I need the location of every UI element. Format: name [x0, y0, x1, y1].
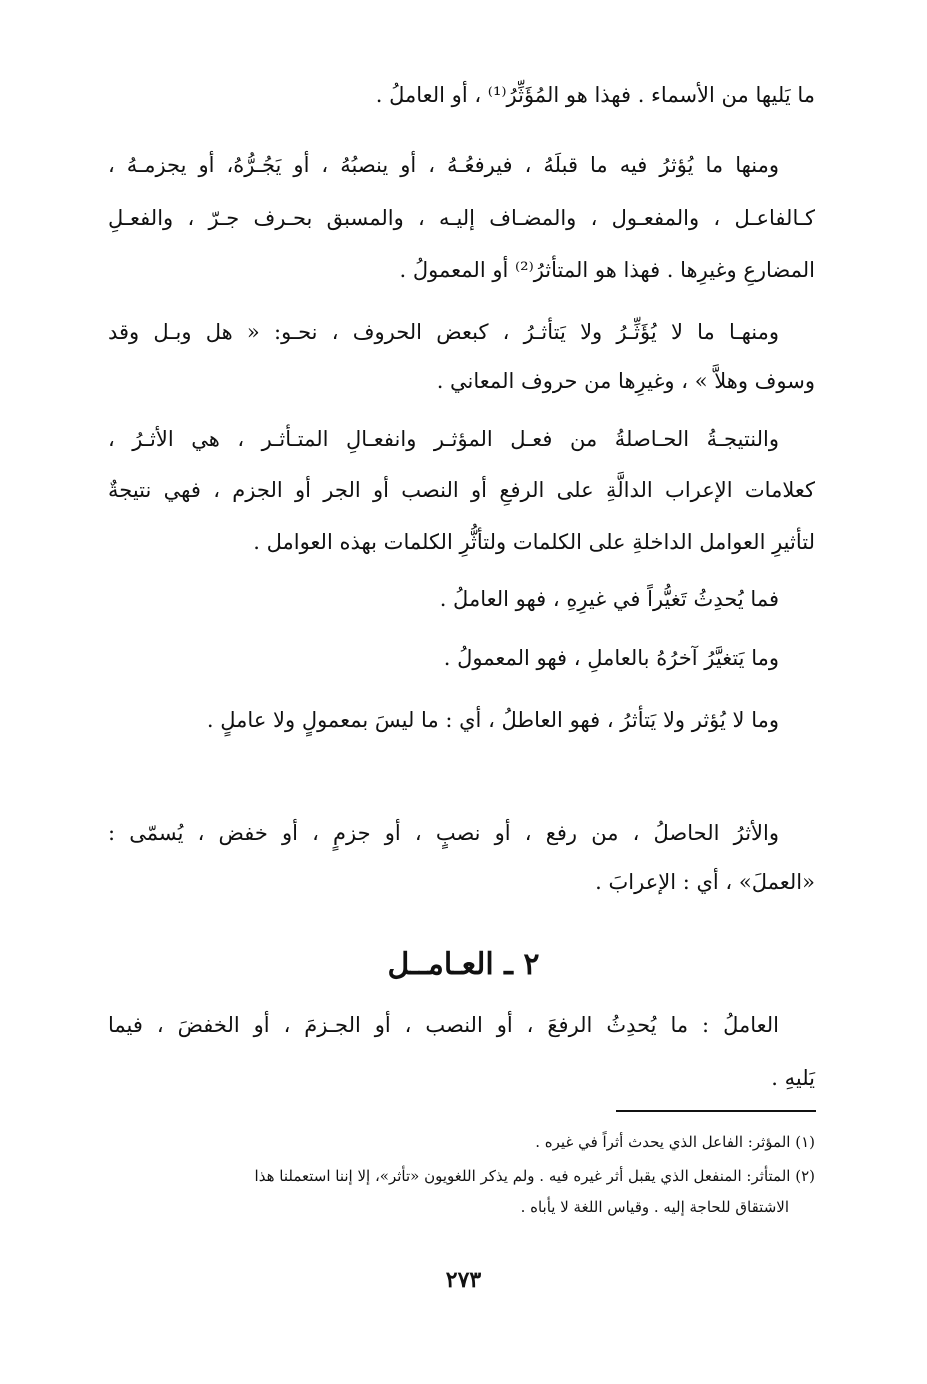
text-line-13: والأثرُ الحاصلُ ، من رفع ، أو نصبٍ ، أو جزمٍ ، أو خفض ، يُسمّى : [108, 821, 779, 845]
text-line-6: وسوف وهلاَّ » ، وغيرِها من حروف المعاني . [436, 369, 815, 393]
text-line-4: المضارعِ وغيرِها . فهذا هو المتأثرُ⁽²⁾ أو المعمولُ . [399, 258, 815, 282]
text-line-11: وما يَتغيَّرُ آخرُهُ بالعاملِ ، فهو المعمولُ . [443, 646, 779, 670]
text-line-9: لتأثيرِ العوامل الداخلةِ على الكلمات ولتأثُّرِ الكلمات بهذه العوامل . [253, 530, 815, 554]
text-line-1: ما يَليها من الأسماء . فهذا هو المُؤَثِّرُ⁽¹⁾ ، أو العاملُ . [375, 83, 815, 107]
text-line-16: يَليهِ . [771, 1066, 815, 1090]
footnote-1: (١) المؤثر: الفاعل الذي يحدث أثراً في غيره . [535, 1133, 815, 1151]
text-line-10: فما يُحدِثُ تَغيُّراً في غيرِهِ ، فهو العاملُ . [439, 587, 779, 611]
section-heading: ٢ ـ العـامــل [387, 947, 540, 982]
page-number: ٢٧٣ [445, 1267, 482, 1293]
text-line-15: العاملُ : ما يُحدِثُ الرفعَ ، أو النصب ، أو الجـزمَ ، أو الخفضَ ، فيما [108, 1013, 779, 1037]
footnote-separator [616, 1110, 816, 1112]
text-line-8: كعلامات الإعراب الدالَّةِ على الرفعِ أو النصب أو الجر أو الجزم ، فهي نتيجةٌ [108, 478, 815, 502]
text-line-7: والنتيجـةُ الحـاصلةُ من فعـل المؤثـر وانفعـالِ المتـأثـر ، هي الأثـرُ ، [108, 427, 779, 451]
text-line-3: كـالفاعـل ، والمفعـول ، والمضـاف إليـه ، والمسبق بحـرف جـرّ ، والفعـلِ [108, 206, 815, 230]
text-line-2: ومنها ما يُؤثرُ فيه ما قبلَهُ ، فيرفعُـهُ ، أو ينصبُهُ ، أو يَجُـرُّهُ، أو يجزمـهُ ، [108, 153, 779, 177]
text-line-5: ومنهـا ما لا يُؤَثِّـرُ ولا يَتأثـرُ ، كبعض الحروف ، نحـو: « هل وبـل وقد [108, 320, 779, 344]
text-line-12: وما لا يُؤثر ولا يَتأثرُ ، فهو العاطلُ ، أي : ما ليسَ بمعمولٍ ولا عاملٍ . [206, 708, 779, 732]
text-line-14: «العملَ» ، أي : الإعرابَ . [595, 870, 815, 894]
footnote-2-continued: الاشتقاق للحاجة إليه . وقياس اللغة لا يأباه . [520, 1198, 789, 1216]
footnote-2: (٢) المتأثر: المنفعل الذي يقبل أثر غيره فيه . ولم يذكر اللغويون «تأثر»، إلا إننا استعملنا هذا [254, 1167, 815, 1185]
